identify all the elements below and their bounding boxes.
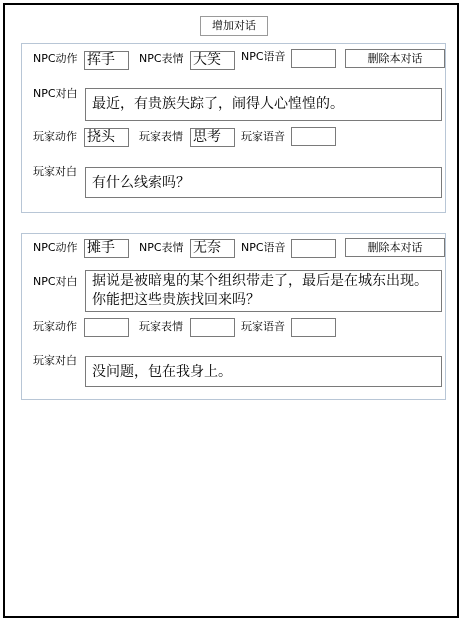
npc-voice-field[interactable] [291, 239, 336, 258]
player-voice-label: 玩家语音 [241, 130, 285, 143]
delete-dialogue-button[interactable]: 删除本对话 [345, 238, 445, 257]
npc-dialogue-label: NPC对白 [33, 87, 78, 100]
player-action-label: 玩家动作 [33, 130, 77, 143]
player-expression-label: 玩家表情 [139, 130, 183, 143]
npc-action-label: NPC动作 [33, 241, 78, 254]
player-expression-label: 玩家表情 [139, 320, 183, 333]
player-action-label: 玩家动作 [33, 320, 77, 333]
npc-expression-field[interactable]: 大笑 [190, 51, 235, 70]
npc-action-field[interactable]: 挥手 [84, 51, 129, 70]
delete-dialogue-button[interactable]: 删除本对话 [345, 49, 445, 68]
add-dialogue-button[interactable]: 增加对话 [200, 16, 268, 36]
npc-action-field[interactable]: 摊手 [84, 239, 129, 258]
npc-expression-label: NPC表情 [139, 241, 184, 254]
npc-action-label: NPC动作 [33, 52, 78, 65]
npc-dialogue-field[interactable]: 据说是被暗鬼的某个组织带走了，最后是在城东出现。你能把这些贵族找回来吗？ [85, 270, 442, 312]
player-expression-field[interactable]: 思考 [190, 128, 235, 147]
player-dialogue-label: 玩家对白 [33, 354, 77, 367]
player-voice-field[interactable] [291, 127, 336, 146]
dialogue-panel [21, 233, 446, 400]
npc-voice-label: NPC语音 [241, 50, 286, 63]
player-dialogue-field[interactable]: 没问题，包在我身上。 [85, 356, 442, 387]
npc-voice-label: NPC语音 [241, 241, 286, 254]
npc-expression-label: NPC表情 [139, 52, 184, 65]
npc-expression-field[interactable]: 无奈 [190, 239, 235, 258]
player-expression-field[interactable] [190, 318, 235, 337]
dialogue-panel [21, 43, 446, 213]
player-voice-field[interactable] [291, 318, 336, 337]
player-action-field[interactable]: 挠头 [84, 128, 129, 147]
npc-dialogue-label: NPC对白 [33, 275, 78, 288]
player-voice-label: 玩家语音 [241, 320, 285, 333]
player-action-field[interactable] [84, 318, 129, 337]
player-dialogue-field[interactable]: 有什么线索吗？ [85, 167, 442, 198]
npc-voice-field[interactable] [291, 49, 336, 68]
player-dialogue-label: 玩家对白 [33, 165, 77, 178]
npc-dialogue-field[interactable]: 最近，有贵族失踪了，闹得人心惶惶的。 [85, 88, 442, 121]
